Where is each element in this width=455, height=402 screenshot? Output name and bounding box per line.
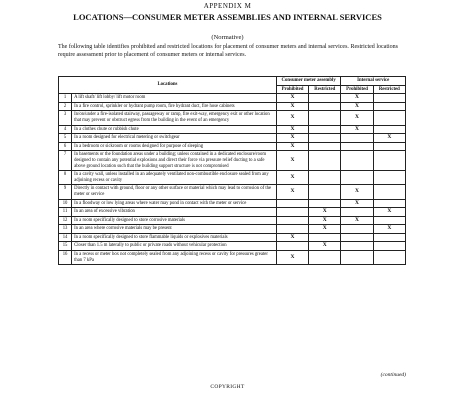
row-number: 10 (59, 199, 72, 208)
service-restricted-mark (373, 142, 405, 151)
service-prohibited-mark (341, 251, 373, 265)
service-restricted-mark: X (373, 208, 405, 217)
table-row (59, 102, 406, 111)
service-prohibited-mark (341, 151, 373, 171)
meter-prohibited-mark: X (276, 134, 308, 143)
intro-paragraph: The following table identifies prohibited and restricted locations for placement of consumer meters and internal services. Restricted locations require assessment prior to placement of consumer meters or internal services. (58, 44, 398, 58)
subheader-prohibited: Prohibited (341, 85, 373, 94)
meter-prohibited-mark: X (276, 171, 308, 185)
table-row (59, 225, 406, 234)
header-internal-service: Internal service (341, 77, 406, 86)
table-row (59, 208, 406, 217)
service-restricted-mark (373, 216, 405, 225)
location-description: In/on/under a fire-isolated stairway, passageway or ramp, fire exit-way, emergency exit or other location that may prevent or obstruct egress from the building in the event of an emergency (72, 111, 277, 125)
meter-prohibited-mark (276, 242, 308, 251)
meter-restricted-mark (309, 251, 341, 265)
meter-restricted-mark (309, 111, 341, 125)
location-description: In an area of excessive vibration (72, 208, 277, 217)
meter-restricted-mark (309, 151, 341, 171)
locations-table (58, 76, 406, 265)
table-row (59, 111, 406, 125)
service-restricted-mark (373, 111, 405, 125)
service-prohibited-mark (341, 225, 373, 234)
service-restricted-mark: X (373, 225, 405, 234)
meter-prohibited-mark (276, 216, 308, 225)
service-restricted-mark (373, 151, 405, 171)
row-number: 13 (59, 225, 72, 234)
table-row (59, 94, 406, 103)
row-number: 6 (59, 142, 72, 151)
service-restricted-mark (373, 171, 405, 185)
meter-prohibited-mark (276, 208, 308, 217)
row-number: 1 (59, 94, 72, 103)
meter-restricted-mark: X (309, 225, 341, 234)
row-number: 4 (59, 125, 72, 134)
service-restricted-mark (373, 242, 405, 251)
location-description: Directly in contact with ground, floor or any other surface or material which may lead to corrosion of the meter or service (72, 185, 277, 199)
meter-prohibited-mark (276, 225, 308, 234)
table-row (59, 251, 406, 265)
normative-label: (Normative) (211, 34, 244, 41)
location-description: A lift shaft/ lift lobby/ lift motor room (72, 94, 277, 103)
meter-prohibited-mark: X (276, 251, 308, 265)
row-number: 11 (59, 208, 72, 217)
row-number: 7 (59, 151, 72, 171)
meter-prohibited-mark: X (276, 142, 308, 151)
location-description: In a recess or meter box not completely sealed from any adjoining recess or cavity for pressures greater than 7 kPa (72, 251, 277, 265)
copyright-footer: COPYRIGHT (210, 384, 245, 390)
meter-prohibited-mark: X (276, 111, 308, 125)
service-restricted-mark (373, 233, 405, 242)
table-row (59, 242, 406, 251)
meter-prohibited-mark: X (276, 151, 308, 171)
header-locations: Locations (59, 77, 277, 94)
row-number: 16 (59, 251, 72, 265)
page-title: LOCATIONS—CONSUMER METER ASSEMBLIES AND INTERNAL SERVICES (73, 12, 382, 22)
service-prohibited-mark: X (341, 125, 373, 134)
meter-restricted-mark (309, 171, 341, 185)
row-number: 8 (59, 171, 72, 185)
location-description: In a clothes chute or rubbish chute (72, 125, 277, 134)
service-restricted-mark: X (373, 134, 405, 143)
continued-label: (continued) (380, 372, 406, 378)
location-description: In a room specifically designed to store flammable liquids or explosives materials (72, 233, 277, 242)
meter-restricted-mark (309, 125, 341, 134)
table-row (59, 233, 406, 242)
appendix-label: APPENDIX M (203, 2, 252, 10)
subheader-restricted: Restricted (373, 85, 405, 94)
service-prohibited-mark (341, 134, 373, 143)
meter-prohibited-mark: X (276, 94, 308, 103)
row-number: 14 (59, 233, 72, 242)
location-description: In a floodway or low lying areas where water may pond in contact with the meter or service (72, 199, 277, 208)
service-prohibited-mark (341, 142, 373, 151)
meter-restricted-mark (309, 233, 341, 242)
row-number: 2 (59, 102, 72, 111)
header-meter-assembly: Consumer meter assembly (276, 77, 341, 86)
meter-restricted-mark (309, 142, 341, 151)
location-description: Closer than 1.5 m laterally to public or private roads without vehicular protection (72, 242, 277, 251)
meter-prohibited-mark: X (276, 233, 308, 242)
table-body (59, 94, 406, 265)
service-prohibited-mark: X (341, 216, 373, 225)
location-description: In a fire control, sprinkler or hydrant pump room, fire hydrant duct, fire hose cabinets (72, 102, 277, 111)
meter-restricted-mark (309, 134, 341, 143)
service-restricted-mark (373, 185, 405, 199)
table-row (59, 185, 406, 199)
service-prohibited-mark: X (341, 94, 373, 103)
row-number: 3 (59, 111, 72, 125)
meter-restricted-mark (309, 102, 341, 111)
service-restricted-mark (373, 125, 405, 134)
service-prohibited-mark: X (341, 199, 373, 208)
row-number: 12 (59, 216, 72, 225)
meter-prohibited-mark (276, 199, 308, 208)
service-prohibited-mark: X (341, 102, 373, 111)
row-number: 5 (59, 134, 72, 143)
table-row (59, 171, 406, 185)
location-description: In a room specifically designed to store corrosive materials (72, 216, 277, 225)
meter-restricted-mark: X (309, 242, 341, 251)
row-number: 15 (59, 242, 72, 251)
subheader-restricted: Restricted (309, 85, 341, 94)
meter-prohibited-mark: X (276, 185, 308, 199)
service-prohibited-mark (341, 242, 373, 251)
service-restricted-mark (373, 199, 405, 208)
service-prohibited-mark: X (341, 111, 373, 125)
table-row (59, 142, 406, 151)
service-prohibited-mark (341, 233, 373, 242)
location-description: In an area where corrosive materials may be present (72, 225, 277, 234)
row-number: 9 (59, 185, 72, 199)
meter-prohibited-mark: X (276, 125, 308, 134)
meter-restricted-mark: X (309, 216, 341, 225)
location-description: In a cavity wall, unless installed in an adequately ventilated non-combustible enclosure sealed from any adjoining recess or cavity (72, 171, 277, 185)
location-description: In a room designed for electrical metering or switchgear (72, 134, 277, 143)
meter-restricted-mark: X (309, 208, 341, 217)
table-row (59, 199, 406, 208)
subheader-prohibited: Prohibited (276, 85, 308, 94)
table-row (59, 216, 406, 225)
service-restricted-mark (373, 251, 405, 265)
table-row (59, 151, 406, 171)
service-restricted-mark (373, 94, 405, 103)
meter-restricted-mark (309, 199, 341, 208)
location-description: In a bedroom or sickroom or rooms designed for purpose of sleeping (72, 142, 277, 151)
service-prohibited-mark: X (341, 185, 373, 199)
meter-prohibited-mark: X (276, 102, 308, 111)
table-row (59, 125, 406, 134)
location-description: In basements or the foundation areas under a building; unless contained in a dedicated enclosure/room designed to contain any potential explosions and direct their force via pressure relief ducting to a safe above ground location such that the building support structure is not compromised (72, 151, 277, 171)
table-row (59, 134, 406, 143)
meter-restricted-mark (309, 94, 341, 103)
service-prohibited-mark (341, 171, 373, 185)
service-restricted-mark (373, 102, 405, 111)
meter-restricted-mark (309, 185, 341, 199)
service-prohibited-mark (341, 208, 373, 217)
